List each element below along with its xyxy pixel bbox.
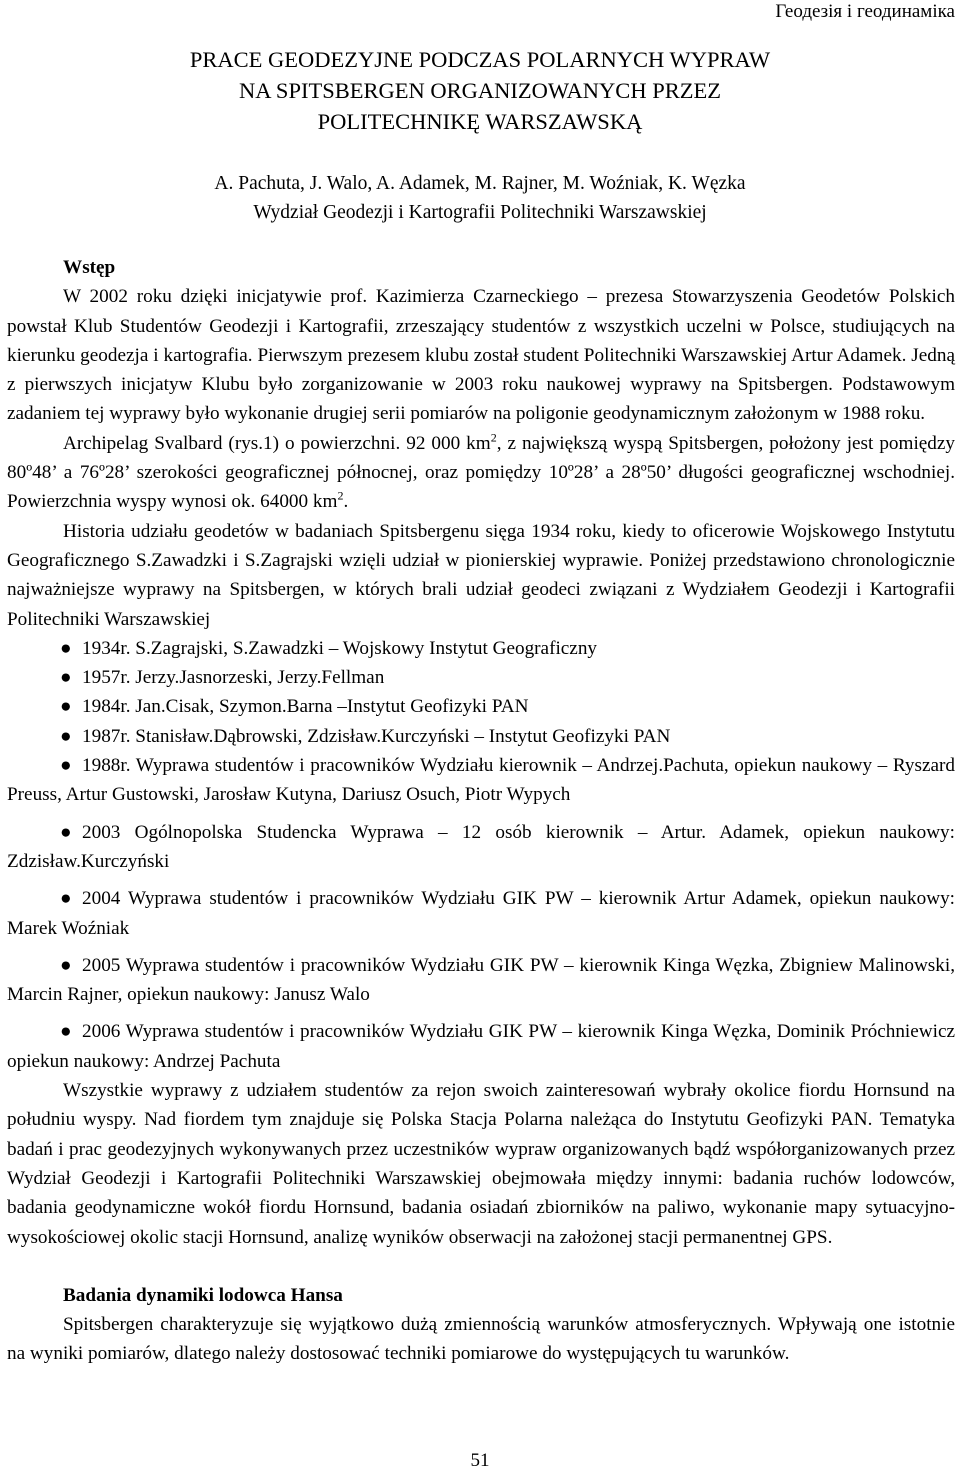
list-item	[7, 884, 955, 943]
list-item	[7, 722, 955, 751]
author-affiliation: Wydział Geodezji i Kartografii Politechniki Warszawskiej	[253, 202, 707, 223]
list-item	[7, 634, 955, 663]
list-item	[7, 951, 955, 1010]
superscript: 2	[337, 488, 344, 503]
list-item-text: 2003 Ogólnopolska Studencka Wyprawa – 12 osób kierownik – Artur. Adamek, opiekun naukowy: Zdzisław.Kurczyński	[7, 821, 955, 872]
author-names: A. Pachuta, J. Walo, A. Adamek, M. Rajner, M. Woźniak, K. Węzka	[214, 173, 746, 194]
bullet-icon: ●	[60, 755, 72, 777]
bullet-icon: ●	[60, 725, 72, 747]
paragraph	[7, 429, 955, 517]
title-line: POLITECHNIKĘ WARSZAWSKĄ	[317, 109, 643, 134]
text-run: .	[343, 491, 349, 513]
list-item	[7, 1017, 955, 1076]
paragraph: Wszystkie wyprawy z udziałem studentów za rejon swoich zainteresowań wybrały okolice fiordu Hornsund na południu wyspy. Nad fiordem tym znajduje się Polska Stacja Polarna należąca do Instytutu Geofizyki PAN. Tematyka badań i prac geodezyjnych wykonywanych przez uczestników wypraw organizowanych bądź współorganizowanych przez Wydział Geodezji i Kartografii Politechniki Warszawskiej obejmowała między innymi: badania ruchów lodowców, badania geodynamiczne wokół fiordu Hornsund, badania osiadań zbiorników na paliwo, wykonanie mapy sytuacyjno-wysokościowej okolic stacji Hornsund, analizę wyników obserwacji na założonej stacji permanentnej GPS.	[7, 1080, 955, 1248]
bullet-icon: ●	[60, 637, 72, 659]
text-run: , z największą wyspą Spitsbergen, położony jest pomiędzy 80º48’ a 76º28’ szerokości geograficznej północnej, oraz pomiędzy 10º28’ a 28º50’ długości geograficznej wschodniej. Powierzchnia wyspy wynosi ok. 64000 km	[7, 432, 955, 513]
list-item-text: 2005 Wyprawa studentów i pracowników Wydziału GIK PW – kierownik Kinga Węzka, Zbigniew Malinowski, Marcin Rajner, opiekun naukowy: Janusz Walo	[7, 954, 955, 1006]
title-line: NA SPITSBERGEN ORGANIZOWANYCH PRZEZ	[239, 78, 721, 103]
bullet-icon: ●	[60, 696, 72, 718]
list-item	[7, 751, 955, 810]
author-block	[0, 169, 960, 227]
running-header: Геодезія і геодинаміка	[775, 1, 955, 22]
list-item-text: 2006 Wyprawa studentów i pracowników Wydziału GIK PW – kierownik Kinga Węzka, Dominik Próchniewicz opiekun naukowy: Andrzej Pachuta	[7, 1021, 955, 1072]
list-item-text: 1957r. Jerzy.Jasnorzeski, Jerzy.Fellman	[82, 667, 385, 689]
list-item-text: 1988r. Wyprawa studentów i pracowników Wydziału kierownik – Andrzej.Pachuta, opiekun naukowy – Ryszard Preuss, Artur Gustowski, Jarosław Kutyna, Dariusz Osuch, Piotr Wypych	[7, 755, 955, 806]
superscript: 2	[490, 430, 497, 445]
page-number: 51	[470, 1450, 490, 1471]
paragraph: W 2002 roku dzięki inicjatywie prof. Kazimierza Czarneckiego – prezesa Stowarzyszenia Geodetów Polskich powstał Klub Studentów Geodezji i Kartografii, zrzeszający studentów z wszystkich uczelni w Polsce, studiujących na kierunku geodezja i kartografia. Pierwszym prezesem klubu został student Politechniki Warszawskiej Artur Adamek. Jedną z pierwszych inicjatyw Klubu było zorganizowanie w 2003 roku naukowej wyprawy na Spitsbergen. Podstawowym zadaniem tej wyprawy było wykonanie drugiej serii pomiarów na poligonie geodynamicznym założonym w 1988 roku.	[7, 286, 955, 425]
paragraph: Historia udziału geodetów w badaniach Spitsbergenu sięga 1934 roku, kiedy to oficerowie Wojskowego Instytutu Geograficznego S.Zawadzki i S.Zagrajski wzięli udział w pionierskiej wyprawie. Poniżej przedstawiono chronologicznie najważniejsze wyprawy na Spitsbergen, w których brali udział geodeci związani z Wydziałem Geodezji i Kartografii Politechniki Warszawskiej	[7, 520, 955, 630]
article-body	[7, 253, 955, 1369]
list-item-text: 2004 Wyprawa studentów i pracowników Wydziału GIK PW – kierownik Artur Adamek, opiekun naukowy: Marek Woźniak	[7, 888, 955, 939]
bullet-icon: ●	[60, 1021, 72, 1043]
bullet-icon: ●	[60, 888, 72, 910]
list-item	[7, 818, 955, 877]
section-spacer	[7, 1252, 955, 1281]
list-item-text: 1984r. Jan.Cisak, Szymon.Barna –Instytut Geofizyki PAN	[82, 696, 529, 718]
list-item	[7, 663, 955, 692]
list-item-text: 1934r. S.Zagrajski, S.Zawadzki – Wojskowy Instytut Geograficzny	[82, 637, 598, 659]
title-line: PRACE GEODEZYJNE PODCZAS POLARNYCH WYPRAW	[189, 47, 771, 72]
text-run: Archipelag Svalbard (rys.1) o powierzchni. 92 000 km	[63, 432, 491, 454]
paragraph: Spitsbergen charakteryzuje się wyjątkowo dużą zmiennością warunków atmosferycznych. Wpływają one istotnie na wyniki pomiarów, dlatego należy dostosować techniki pomiarowe do występujących tu warunków.	[7, 1314, 955, 1365]
section-heading-intro: Wstęp	[63, 257, 116, 278]
bullet-icon: ●	[60, 954, 72, 976]
bullet-icon: ●	[60, 667, 72, 689]
bullet-icon: ●	[60, 821, 72, 843]
list-item-text: 1987r. Stanisław.Dąbrowski, Zdzisław.Kurczyński – Instytut Geofizyki PAN	[82, 725, 671, 747]
list-item	[7, 692, 955, 721]
section-heading-hansa: Badania dynamiki lodowca Hansa	[63, 1284, 343, 1306]
paper-title	[0, 44, 960, 137]
